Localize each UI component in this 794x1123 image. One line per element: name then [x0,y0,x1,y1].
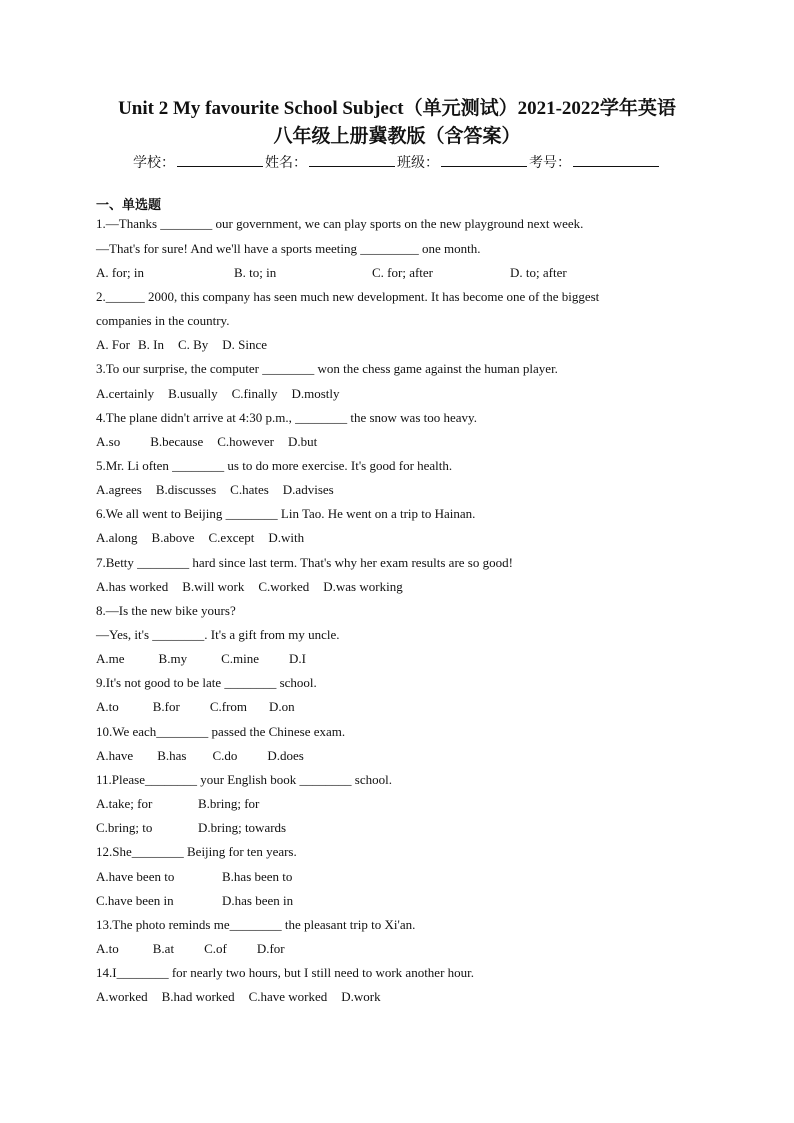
option-c: C.bring; to [96,820,153,835]
page-title-line-2: 八年级上册冀教版（含答案） [273,126,521,147]
option-a: A.me [96,651,125,666]
question-1-line-1: 1.—Thanks ________ our government, we can play sports on the new playground next week. [96,216,584,231]
question-13-options [96,941,285,957]
class-blank [441,152,527,167]
option-c: C.do [212,748,238,763]
question-12-options-row-1 [96,869,292,885]
question-10-line-1: 10.We each________ passed the Chinese exam. [96,724,346,739]
section-title: 一、单选题 [96,198,162,213]
option-c: C.mine [221,651,259,666]
question-11-options-row-1 [96,796,300,812]
option-d: D. Since [222,337,268,352]
exam-number-blank [573,152,659,167]
option-b: B.discusses [155,482,217,497]
option-a: A.agrees [96,482,142,497]
option-b: B.above [151,530,195,545]
option-a: A.certainly [96,386,155,401]
question-5-options [96,482,334,498]
option-a: A.to [96,699,119,714]
question-2-options [96,337,267,353]
question-4-options [96,434,317,450]
option-b: B.will work [182,579,245,594]
question-7-options [96,579,403,595]
option-a: A.worked [96,989,148,1004]
option-a: A.have been to [96,869,175,884]
question-10-options [96,748,304,764]
page-title-line-1: Unit 2 My favourite School Subject（单元测试）2021-2022学年英语 [118,98,676,119]
school-blank [177,152,263,167]
question-3-options [96,386,340,402]
question-4-line-1: 4.The plane didn't arrive at 4:30 p.m., ________ the snow was too heavy. [96,410,477,425]
option-b: B.had worked [161,989,235,1004]
option-c: C.except [208,530,255,545]
option-b: B. to; in [234,265,277,280]
option-c: C.have worked [248,989,328,1004]
option-c: C.have been in [96,893,174,908]
option-d: D.advises [282,482,334,497]
option-d: D. to; after [510,265,567,280]
question-14-options [96,989,381,1005]
question-7-line-1: 7.Betty ________ hard since last term. That's why her exam results are so good! [96,555,513,570]
option-c: C.from [209,699,248,714]
option-b: B.at [152,941,175,956]
option-b: B.has [157,748,187,763]
option-d: D.but [287,434,318,449]
option-a: A.have [96,748,134,763]
option-b: B.for [152,699,180,714]
option-a: A.to [96,941,119,956]
option-b: B.usually [168,386,218,401]
option-b: B.because [150,434,204,449]
question-14-line-1: 14.I________ for nearly two hours, but I still need to work another hour. [96,965,475,980]
option-a: A.along [96,530,138,545]
question-8-options [96,651,306,667]
option-d: D.work [341,989,381,1004]
question-9-line-1: 9.It's not good to be late ________ school. [96,675,317,690]
option-c: C. By [177,337,209,352]
option-d: D.does [267,748,304,763]
question-3-line-1: 3.To our surprise, the computer ________ won the chess game against the human player. [96,361,558,376]
option-c: C.of [204,941,227,956]
question-6-options [96,530,304,546]
option-a: A.so [96,434,121,449]
option-c: C.hates [230,482,269,497]
option-c: C.finally [231,386,278,401]
question-13-line-1: 13.The photo reminds me________ the pleasant trip to Xi'an. [96,917,416,932]
question-8-line-2: —Yes, it's ________. It's a gift from my uncle. [96,627,340,642]
student-info-row [0,152,794,174]
exam-number-label: 考号： [529,155,571,171]
question-12-line-1: 12.She________ Beijing for ten years. [96,844,297,859]
option-d: D.bring; towards [198,820,287,835]
option-d: D.has been in [222,893,294,908]
option-b: B.my [158,651,188,666]
school-label: 学校： [133,155,175,171]
option-c: C.worked [258,579,310,594]
option-c: C.however [217,434,274,449]
question-2-line-2: companies in the country. [96,313,230,328]
question-5-line-1: 5.Mr. Li often ________ us to do more exercise. It's good for health. [96,458,453,473]
question-9-options [96,699,295,715]
option-a: A.take; for [96,796,153,811]
option-a: A. for; in [96,265,145,280]
option-d: D.I [289,651,306,666]
option-c: C. for; after [372,265,434,280]
question-11-line-1: 11.Please________ your English book ________ school. [96,772,392,787]
option-d: D.for [256,941,285,956]
question-1-options [96,265,648,281]
option-d: D.on [269,699,295,714]
question-12-options-row-2 [96,893,293,909]
option-b: B. In [137,337,164,352]
option-b: B.bring; for [198,796,260,811]
question-1-line-2: —That's for sure! And we'll have a sports meeting _________ one month. [96,241,481,256]
option-d: D.mostly [291,386,340,401]
name-label: 姓名： [265,155,307,171]
question-11-options-row-2 [96,820,300,836]
question-6-line-1: 6.We all went to Beijing ________ Lin Tao. He went on a trip to Hainan. [96,506,476,521]
option-d: D.was working [323,579,403,594]
option-a: A. For [96,337,130,352]
option-a: A.has worked [96,579,169,594]
class-label: 班级： [397,155,439,171]
question-2-line-1: 2.______ 2000, this company has seen much new development. It has become one of the biggest [96,289,600,304]
question-8-line-1: 8.—Is the new bike yours? [96,603,236,618]
name-blank [309,152,395,167]
option-b: B.has been to [222,869,293,884]
option-d: D.with [268,530,305,545]
